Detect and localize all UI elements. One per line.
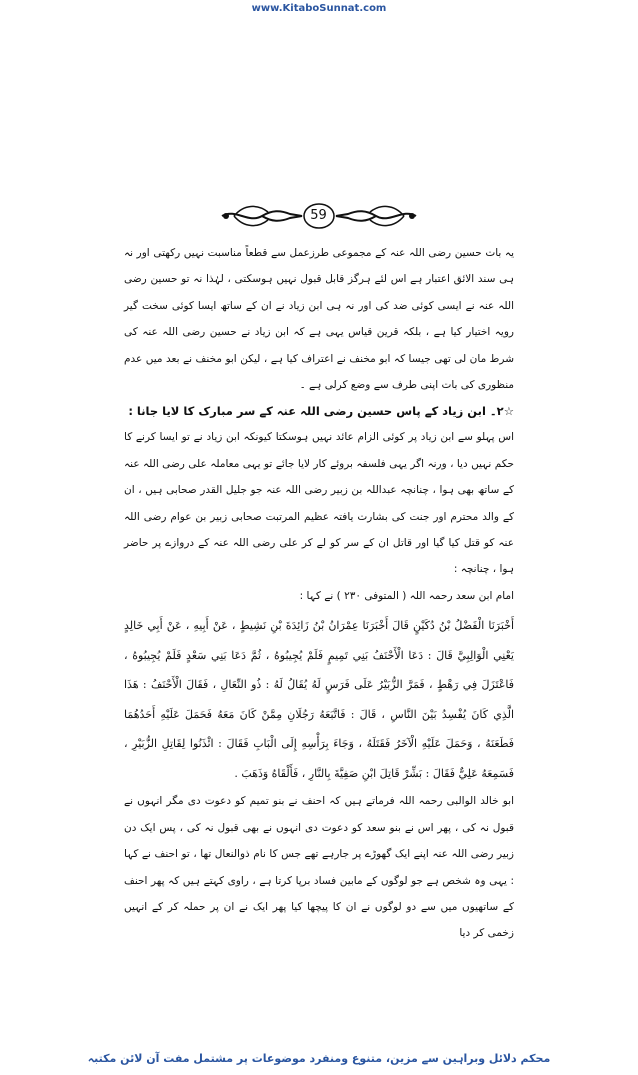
footer-banner[interactable]: محکم دلائل وبراہین سے مزین، متنوع ومنفرد موضوعات پر مشتمل مفت آن لائن مکتبہ bbox=[87, 1052, 551, 1065]
paragraph-2: اس پہلو سے ابن زیاد پر کوئی الزام عائد نہیں ہوسکتا کیونکہ ابن زیاد نے تو ایسا کرنے کا حکم نہیں دیا ، ورنہ اگر یہی فلسفہ بروئے کار لایا جائے تو یہی معاملہ علی رضی اللہ عنہ کے ساتھ بھی ہوا ، چنانچہ عبداللہ بن زبیر رضی اللہ عنہ جو جلیل القدر صحابی ہیں ، ان کے والد محترم اور جنت کی بشارت یافتہ عظیم المرتبت صحابی زبیر بن عوام رضی اللہ عنہ کو قتل کیا گیا اور قاتل ان کے سر کو لے کر علی رضی اللہ عنہ کے دروازے پر حاضر ہوا ، چنانچہ : bbox=[124, 431, 514, 576]
arabic-quote: أَخْبَرَنَا الْفَضْلُ بْنُ دُكَيْنٍ قَالَ أَخْبَرَنَا عِمْرَانُ بْنُ زَائِدَةَ بْنِ نَشِيطٍ ، عَنْ أَبِيهِ ، عَنْ أَبِي خَالِدٍ يَعْنِي الْوَالِبِيَّ قَالَ : دَعَا الْأَحْنَفُ بَنِي تَمِيمٍ فَلَمْ يُجِيبُوهُ ، ثُمَّ دَعَا بَنِي سَعْدٍ فَلَمْ يُجِيبُوهُ ، فَاعْتَزَلَ فِي رَهْطٍ ، فَمَرَّ الزُّبَيْرُ عَلَى فَرَسٍ لَهُ يُقَالُ لَهُ : ذُو النِّعَالِ ، فَقَالَ الْأَحْنَفُ : هَذَا الَّذِي كَانَ يُفْسِدُ بَيْنَ النَّاسِ ، قَالَ : فَاتَّبَعَهُ رَجُلَانِ مِمَّنْ كَانَ مَعَهُ فَحَمَلَ عَلَيْهِ أَحَدُهُمَا فَطَعَنَهُ ، وَحَمَلَ عَلَيْهِ الْآخَرُ فَقَتَلَهُ ، وَجَاءَ بِرَأْسِهِ إِلَى الْبَابِ فَقَالَ : ائْذَنُوا لِقَاتِلِ الزُّبَيْرِ ، فَسَمِعَهُ عَلِيٌّ فَقَالَ : بَشِّرْ قَاتِلَ ابْنِ صَفِيَّةَ بِالنَّارِ ، فَأَلْقَاهُ وَذَهَبَ . bbox=[124, 619, 514, 780]
section-heading: ☆۲۔ ابن زیاد کے پاس حسین رضی اللہ عنہ کے سر مبارک کا لایا جانا : bbox=[128, 404, 514, 419]
page-number: 59 bbox=[310, 208, 327, 223]
page-body bbox=[124, 240, 514, 947]
paragraph-1: یہ بات حسین رضی اللہ عنہ کے مجموعی طرزعمل سے قطعاً مناسبت نہیں رکھتی اور نہ ہی سند الائق اعتبار ہے اس لئے ہرگز قابل قبول نہیں ہوسکتی ، لہٰذا نہ تو حسین رضی اللہ عنہ نے ایسی کوئی ضد کی اور نہ ہی ابن زیاد نے ان کے ساتھ ایسا کوئی سخت گیر رویہ اختیار کیا ہے ، بلکہ قرین قیاس یہی ہے کہ ابن زیاد نے حسین رضی اللہ عنہ کی شرط مان لی تھی جیسا کہ ابو مخنف نے اعتراف کیا ہے ، لیکن ابو مخنف نے بعد میں عدم منظوری کی بات اپنی طرف سے وضع کرلی ہے ۔ bbox=[124, 247, 514, 392]
citation-line: امام ابن سعد رحمہ اللہ ( المتوفی ۲۳۰ ) نے کہا : bbox=[299, 589, 514, 602]
site-url[interactable]: www.KitaboSunnat.com bbox=[251, 3, 387, 14]
paragraph-3: ابو خالد الوالبی رحمہ اللہ فرماتے ہیں کہ احنف نے بنو تمیم کو دعوت دی مگر انہوں نے قبول نہ کی ، پھر اس نے بنو سعد کو دعوت دی انہوں نے بھی قبول نہ کی ، پس ایک دن زبیر رضی اللہ عنہ اپنے ایک گھوڑے پر جارہے تھے جس کا نام ذوالنعال تھا ، تو احنف نے کہا : یہی وہ شخص ہے جو لوگوں کے مابین فساد برپا کرتا ہے ، راوی کہتے ہیں کہ پھر احنف کے ساتھیوں میں سے دو لوگوں نے ان کا پیچھا کیا پھر ایک نے ان پر حملہ کر کے انہیں زخمی کر دیا bbox=[124, 795, 514, 940]
